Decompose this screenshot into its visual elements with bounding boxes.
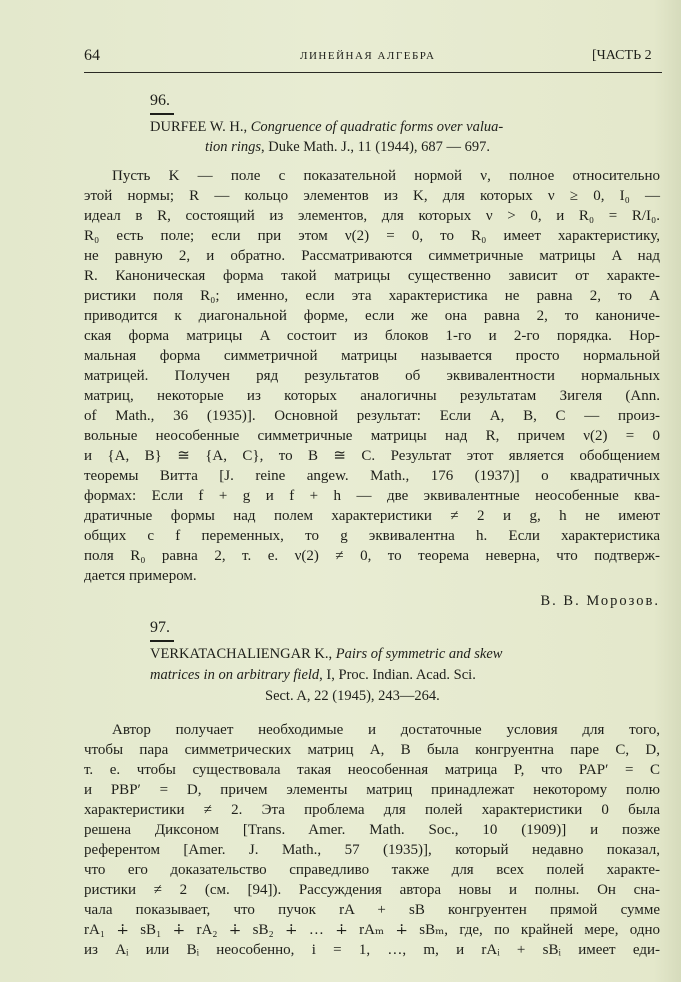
text-line: общих с f переменных, то g эквивалентна h. Если характеристика — [84, 528, 660, 544]
text-line: поля R₀ равна 2, т. е. ν(2) ≠ 0, то теорема неверна, что подтверж- — [84, 548, 660, 564]
text-line: решена Диксоном [Trans. Amer. Math. Soc., 10 (1909)] и позже — [84, 822, 660, 838]
text-line: rA₁ ∔ sB₁ ∔ rA₂ ∔ sB₂ ∔ … ∔ rAₘ ∔ sBₘ, где, по крайней мере, одно — [84, 922, 660, 938]
text-line: приводится к диагональной форме, если же она равна 2, то канониче- — [84, 308, 660, 324]
text-line: ристики ≠ 2 (см. [94]). Рассуждения автора новы и полны. Он сна- — [84, 882, 660, 898]
text-line: матриц, некоторые из которых аналогичны результатам Зигеля (Ann. — [84, 388, 660, 404]
citation-author: DURFEE W. H., — [150, 119, 251, 135]
text-line: R. Каноническая форма такой матрицы существенно зависит от характе- — [84, 268, 660, 284]
text-line: чала показывает, что пучок rA + sB конгруентен прямой сумме — [84, 902, 660, 918]
entry-number: 96. — [150, 92, 170, 109]
text-line: характеристики ≠ 2. Эта проблема для полей характеристики 0 была — [84, 802, 660, 818]
citation-title: matrices in on arbitrary field — [150, 667, 320, 683]
running-title: ЛИНЕЙНАЯ АЛГЕБРА — [300, 50, 436, 62]
text-line: ская форма матрицы A состоит из блоков 1-го и 2-го порядка. Нор- — [84, 328, 660, 344]
text-line: чтобы пара симметрических матриц A, B была конгруентна паре C, D, — [84, 742, 660, 758]
citation-source: , Duke Math. J., 11 (1944), 687 — 697. — [261, 139, 491, 155]
text-line: мальная форма симметричной матрицы называется просто нормальной — [84, 348, 660, 364]
citation-title: Pairs of symmetric and skew — [335, 646, 503, 662]
citation-title: tion rings — [205, 139, 261, 155]
text-line: вольные неособенные симметричные матрицы над R, причем ν(2) = 0 — [84, 428, 660, 444]
citation-line — [150, 667, 476, 684]
text-line: R₀ есть поле; если при этом ν(2) = 0, то R₀ имеет характеристику, — [84, 228, 660, 244]
citation-source: Sect. A, 22 (1945), 243—264. — [265, 688, 440, 704]
text-line: из Aᵢ или Bᵢ неособенно, i = 1, …, m, и rAᵢ + sBᵢ имеет еди- — [84, 942, 660, 958]
text-line: Пусть K — поле с показательной нормой ν, полное относительно — [112, 168, 660, 184]
text-line: идеал в R, состоящий из элементов, для которых ν > 0, и R₀ = R/I₀. — [84, 208, 660, 224]
text-line: что его доказательство справедливо также для всех полей характе- — [84, 862, 660, 878]
text-line: дратичные формы над полем характеристики ≠ 2 и g, h не имеют — [84, 508, 660, 524]
part-label: [ЧАСТЬ 2 — [592, 48, 652, 63]
text-line: т. е. чтобы существовала такая неособенная матрица P, что PAP′ = C — [84, 762, 660, 778]
reviewer-signature: В. В. Морозов. — [540, 593, 660, 609]
citation-line — [150, 119, 503, 136]
text-line: матрицей. Получен ряд результатов об эквивалентности нормальных — [84, 368, 660, 384]
citation-title: Congruence of quadratic forms over valua- — [250, 119, 504, 135]
text-line: теоремы Витта [J. reine angew. Math., 176 (1937)] о квадратичных — [84, 468, 660, 484]
text-line: референтом [Amer. J. Math., 57 (1935)], который недавно показал, — [84, 842, 660, 858]
citation-line — [205, 139, 490, 156]
text-line: дается примером. — [84, 568, 197, 584]
text-line: и {A, B} ≅ {A, C}, то B ≅ C. Результат этот является обобщением — [84, 448, 660, 464]
text-line: формах: Если f + g и f + h — две эквивалентные неособенные ква- — [84, 488, 660, 504]
text-line: не равную 2, и обратно. Рассматриваются симметричные матрицы A над — [84, 248, 660, 264]
citation-source: , I, Proc. Indian. Acad. Sci. — [319, 667, 476, 683]
header-rule — [84, 72, 662, 73]
entry-number: 97. — [150, 619, 170, 636]
text-line: of Math., 36 (1935)]. Основной результат: Если A, B, C — произ- — [84, 408, 660, 424]
page-number: 64 — [84, 47, 100, 64]
citation-author: VERKATACHALIENGAR K., — [150, 646, 336, 662]
text-line: ристики поля R₀; именно, если эта характеристика не равна 2, то A — [84, 288, 660, 304]
text-line: Автор получает необходимые и достаточные условия для того, — [112, 722, 660, 738]
citation-line — [150, 646, 502, 663]
text-line: и PBP′ = D, причем элементы матриц принадлежат некоторому полю — [84, 782, 660, 798]
text-line: этой нормы; R — кольцо элементов из K, для которых ν ≥ 0, I₀ — — [84, 188, 660, 204]
